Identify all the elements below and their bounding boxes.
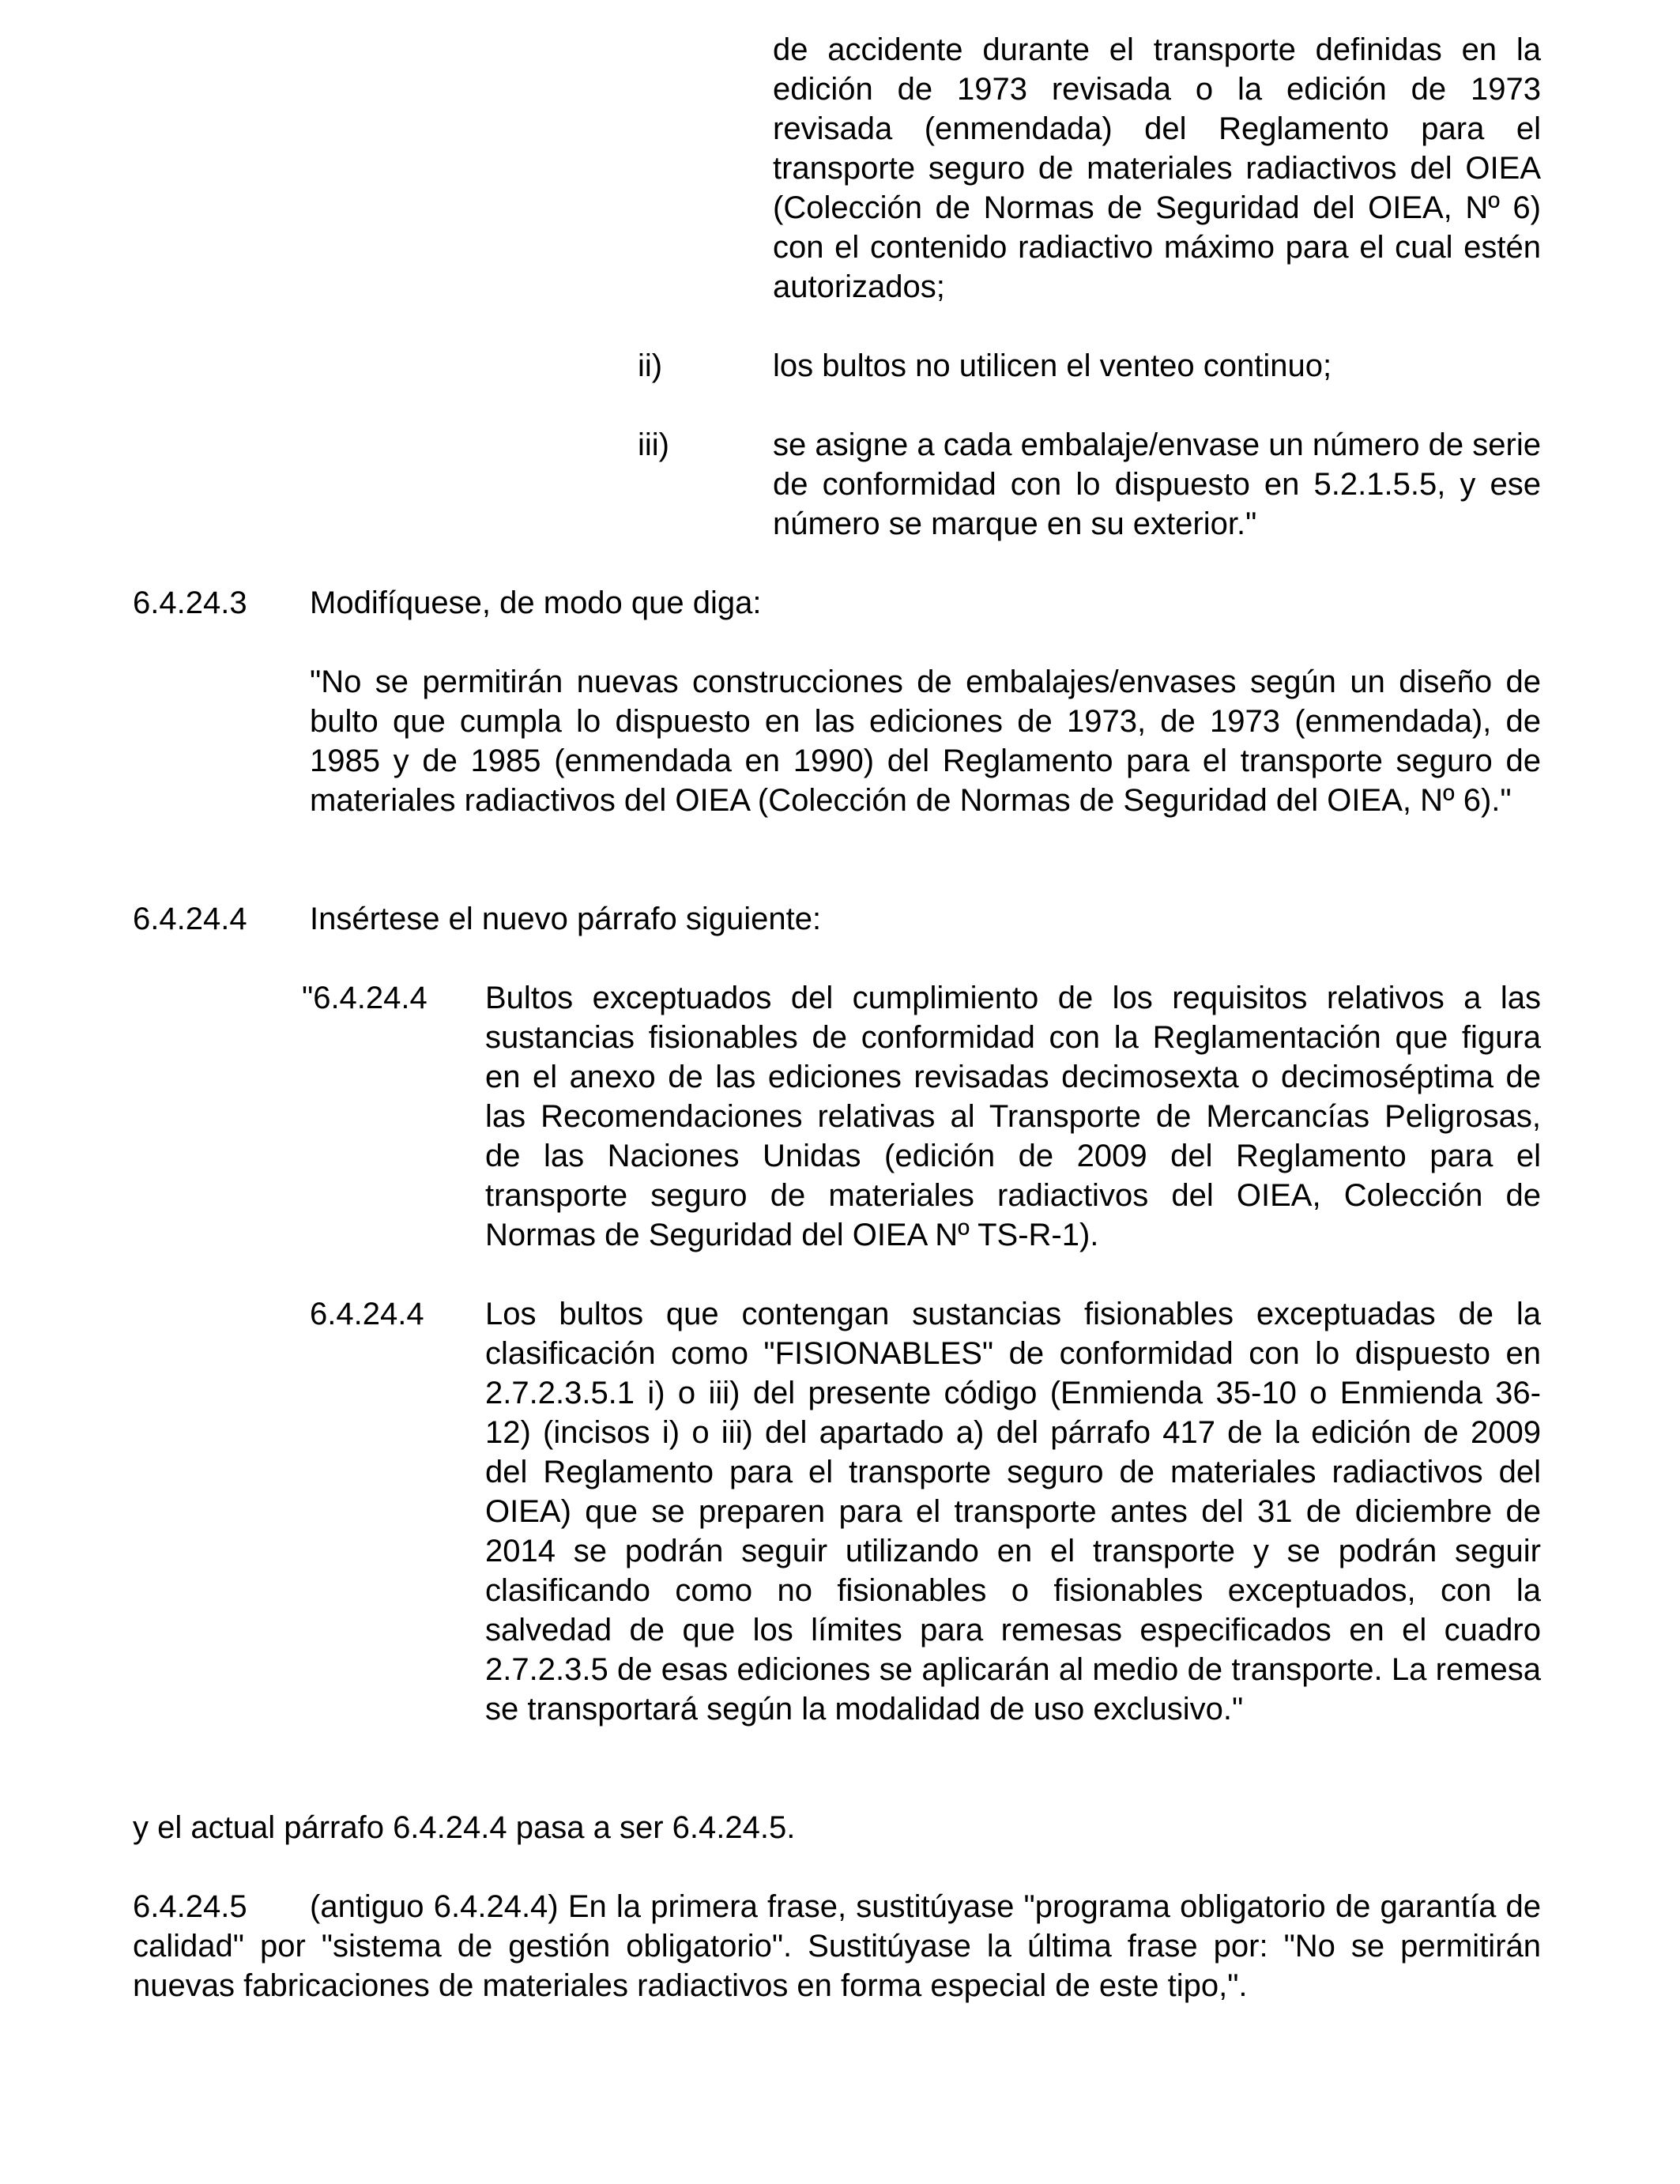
item-iii-label: iii): [638, 427, 669, 462]
section-6-4-24-3-quote: "No se permitirán nuevas construcciones de embalajes/envases según un diseño de bulto que cumpla lo dispuesto en las ediciones de 1973, de 1973 (enmendada), de 1985 y de 1985 (enmendada en 1990) del Reglamento para el transporte seguro de materiales radiactivos del OIEA (Colección de Normas de Seguridad del OIEA, Nº 6).": [310, 665, 1541, 818]
section-6-4-24-5-number: 6.4.24.5: [133, 1889, 247, 1924]
section-6-4-24-4-heading: Insértese el nuevo párrafo siguiente:: [310, 902, 822, 936]
subparagraph-2-label: 6.4.24.4: [310, 1297, 424, 1331]
section-6-4-24-5-text: (antiguo 6.4.24.4) En la primera frase, sustitúyase "programa obligatorio de garantía de calidad" por "sistema de gestión obligatorio". Sustitúyase la última frase por: "No se permitirán nuevas fabricaciones de materiales radiactivos en forma especial de este tipo,".: [133, 1889, 1541, 2003]
section-6-4-24-5: [133, 1887, 1541, 2005]
item-iii-text: se asigne a cada embalaje/envase un número de serie de conformidad con lo dispuesto en 5.2.1.5.5, y ese número se marque en su exterior.": [773, 427, 1541, 541]
item-ii-text: los bultos no utilicen el venteo continuo;: [773, 348, 1332, 383]
subparagraph-1-text: Bultos exceptuados del cumplimiento de los requisitos relativos a las sustancias fisionables de conformidad con la Reglamentación que figura en el anexo de las ediciones revisadas decimosexta o decimoséptima de las Recomendaciones relativas al Transporte de Mercancías Peligrosas, de las Naciones Unidas (edición de 2009 del Reglamento para el transporte seguro de materiales radiactivos del OIEA, Colección de Normas de Seguridad del OIEA Nº TS-R-1).: [485, 981, 1541, 1252]
subparagraph-1-label: "6.4.24.4: [302, 981, 428, 1015]
item-ii-label: ii): [638, 348, 663, 383]
renumber-note: y el actual párrafo 6.4.24.4 pasa a ser 6.4.24.5.: [133, 1810, 796, 1845]
section-6-4-24-3-heading: Modifíquese, de modo que diga:: [310, 586, 762, 620]
subparagraph-2-text: Los bultos que contengan sustancias fisionables exceptuadas de la clasificación como "FISIONABLES" de conformidad con lo dispuesto en 2.7.2.3.5.1 i) o iii) del presente código (Enmienda 35-10 o Enmienda 36-12) (incisos i) o iii) del apartado a) del párrafo 417 de la edición de 2009 del Reglamento para el transporte seguro de materiales radiactivos del OIEA) que se preparen para el transporte antes del 31 de diciembre de 2014 se podrán seguir utilizando en el transporte y se podrán seguir clasificando como no fisionables o fisionables exceptuados, con la salvedad de que los límites para remesas especificados en el cuadro 2.7.2.3.5 de esas ediciones se aplicarán al medio de transporte. La remesa se transportará según la modalidad de uso exclusivo.": [485, 1297, 1541, 1726]
item-i-continuation: de accidente durante el transporte definidas en la edición de 1973 revisada o la edición de 1973 revisada (enmendada) del Reglamento para el transporte seguro de materiales radiactivos del OIEA (Colección de Normas de Seguridad del OIEA, Nº 6) con el contenido radiactivo máximo para el cual estén autorizados;: [773, 32, 1541, 304]
section-6-4-24-4-number: 6.4.24.4: [133, 902, 247, 936]
section-6-4-24-3-number: 6.4.24.3: [133, 586, 247, 620]
